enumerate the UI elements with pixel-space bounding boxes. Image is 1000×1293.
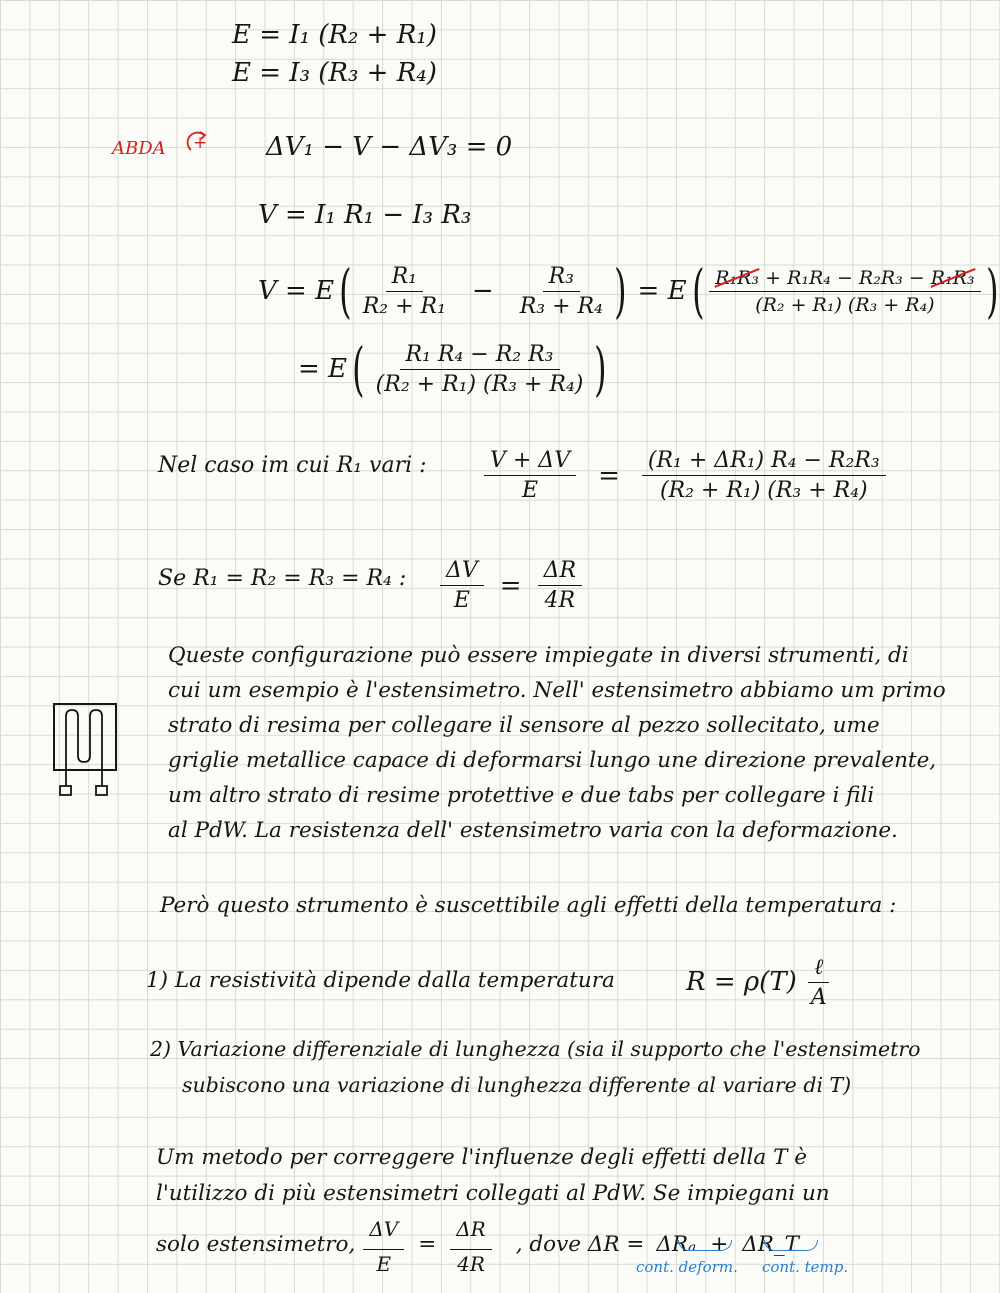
fraction-dv-e-3-numerator: ΔV [363,1212,404,1250]
minus-sign: − [471,276,494,306]
fraction-r3-denominator: R₃ + R₄ [519,293,603,319]
fraction-dr-4r-2 [450,1212,492,1276]
fraction-dr-4r-numerator: ΔR [538,558,582,586]
item-2-line: 2) Variazione differenziale di lunghezza (sia il supporto che l'estensimetro [150,1037,921,1061]
item-1-formula [686,954,833,1010]
equals-e-2: = E [298,354,348,384]
equation-e-line2: E = I₃ (R₃ + R₄) [232,58,437,88]
fraction-dv-e-2-numerator: ΔV [440,558,484,586]
equals-sign: = [499,570,522,601]
equation-equal-case [440,558,582,613]
paragraph-line: um altro strato di resime protettive e due tabs per collegare i fili [168,783,875,808]
equation-v-expansion [258,257,1000,325]
fraction-l-a [805,954,833,1010]
resistance-formula-lhs: R = ρ(T) [686,967,797,997]
fraction-dr-4r-2-denominator: 4R [457,1252,485,1276]
temperature-intro: Però questo strumento è suscettibile agli effetti della temperatura : [160,893,897,918]
fraction-r1 [357,264,452,319]
fraction-dv-e-denominator: E [522,478,539,503]
underbrace-temp [764,1240,818,1251]
fraction-dr-4r-2-numerator: ΔR [450,1212,492,1250]
close-paren: ) [613,257,627,325]
fraction-variation-rhs-numerator: (R₁ + ΔR₁) R₄ − R₂R₃ [642,448,886,476]
equation-v-currents: V = I₁ R₁ − I₃ R₃ [258,200,472,230]
dove-text: , dove ΔR = [515,1231,645,1257]
fraction-dr-4r [538,558,582,613]
delta-r-temp: ΔR_T [742,1231,800,1257]
open-paren: ( [352,335,365,403]
numerator-middle: + R₁R₄ − R₂R₃ − [765,266,925,289]
fraction-combined-numerator [709,267,980,292]
gauge-paragraph [168,638,946,848]
fraction-combined [709,267,980,316]
paragraph-line: cui um esempio è l'estensimetro. Nell' estensimetro abbiamo um primo [168,678,946,703]
paragraph-line: Queste configurazione può essere impiegate in diversi strumenti, di [168,643,909,668]
fraction-dr-4r-denominator: 4R [544,588,576,613]
equation-v-simplified [298,335,612,403]
fraction-r1-numerator: R₁ [386,264,423,292]
fraction-dv-e [484,448,576,503]
cancelled-term-2: R₁R₃ [930,266,975,289]
method-line: Um metodo per correggere l'influenze degli effetti della T è [156,1145,807,1170]
paragraph-line: strato di resima per collegare il sensore al pezzo sollecitato, ume [168,713,880,738]
paragraph-line: griglie metallice capace di deformarsi lungo une direzione prevalente, [168,748,937,773]
fraction-l-a-numerator: ℓ [808,954,829,983]
close-paren: ) [594,335,607,403]
equals-e: = E [637,276,687,306]
method-line: l'utilizzo di più estensimetri collegati al PdW. Se impiegani un [156,1181,830,1206]
note-deform: cont. deform. [636,1258,738,1276]
fraction-simplified-numerator: R₁ R₄ − R₂ R₃ [400,342,560,370]
paragraph-line: al PdW. La resistenza dell' estensimetro varia con la deformazione. [168,818,898,843]
equal-case-label: Se R₁ = R₂ = R₃ = R₄ : [158,566,407,591]
fraction-variation-rhs [642,448,886,503]
fraction-r1-denominator: R₂ + R₁ [362,293,446,319]
last-line-prefix: solo estensimetro, [156,1231,356,1257]
fraction-simplified-denominator: (R₂ + R₁) (R₃ + R₄) [375,371,584,397]
equation-kvl: ΔV₁ − V − ΔV₃ = 0 [266,132,513,162]
fraction-r3-numerator: R₃ [543,264,580,292]
note-temp: cont. temp. [762,1258,849,1276]
fraction-dv-e-2-denominator: E [453,588,470,613]
equals-sign: = [598,460,620,491]
fraction-simplified [370,342,590,397]
fraction-dv-e-numerator: V + ΔV [484,448,576,476]
close-paren: ) [985,257,999,325]
mesh-sign: + [193,133,208,153]
mesh-label: ABDA [112,138,166,159]
equation-variation [484,448,886,503]
underbrace-deform [678,1240,732,1251]
strain-gauge-icon [52,702,122,806]
fraction-variation-rhs-denominator: (R₂ + R₁) (R₃ + R₄) [659,478,868,503]
fraction-dv-e-3-denominator: E [376,1252,392,1276]
cancelled-term-1: R₁R₃ [715,266,760,289]
open-paren: ( [691,257,705,325]
fraction-dv-e-3 [363,1212,404,1276]
item-1-text: 1) La resistività dipende dalla temperatura [146,968,615,993]
item-2-line: subiscono una variazione di lunghezza differente al variare di T) [182,1073,852,1097]
fraction-r3 [514,264,609,319]
plus-sign: + [710,1231,729,1257]
open-paren: ( [339,257,352,325]
v-lhs: V = E [258,276,335,306]
clockwise-arrow-icon [186,130,210,154]
variation-label: Nel caso im cui R₁ vari : [158,453,427,478]
fraction-combined-denominator: (R₂ + R₁) (R₃ + R₄) [755,293,935,316]
equation-e-line1: E = I₁ (R₂ + R₁) [232,20,437,50]
fraction-dv-e-2 [440,558,484,613]
delta-r-deform: ΔRₐ [656,1231,697,1257]
fraction-l-a-denominator: A [810,985,827,1010]
equals-sign: = [418,1231,437,1257]
